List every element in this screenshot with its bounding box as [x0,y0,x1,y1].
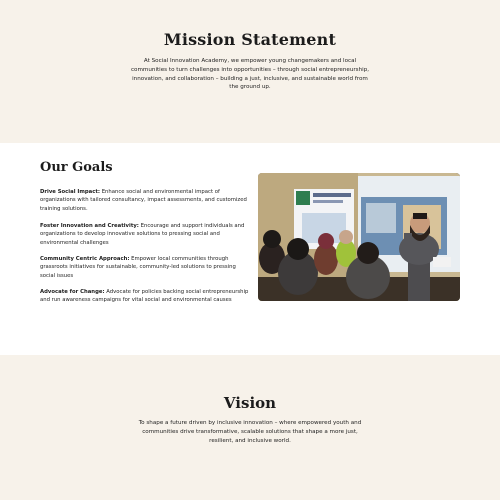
goal-text: Advocate for policies backing social entrepreneurship and run awareness campaigns for vital social and environmental causes [40,289,249,304]
goals-section [0,143,500,355]
goal-item-community-centric [40,255,250,280]
mission-section [0,0,500,143]
vision-title: Vision [223,394,277,412]
goal-item-drive-social-impact [40,188,250,213]
goal-heading: Community Centric Approach: [40,256,130,262]
goal-text: Enhance social and environmental impact of organizations with tailored consultancy, impact assessments, and customized training solutions. [40,189,247,212]
goal-item-foster-innovation [40,222,250,247]
mission-title: Mission Statement [163,30,337,49]
goal-heading: Drive Social Impact: [40,189,101,195]
goal-item-advocate-change [40,288,250,305]
training-session-photo-graphic [258,173,460,301]
goals-title: Our Goals [40,160,113,175]
goal-text: Empower local communities through grassroots initiatives for sustainable, community-led solutions to pressing social issues [40,256,236,279]
goal-heading: Advocate for Change: [40,289,105,295]
vision-body: To shape a future driven by inclusive innovation – where empowered youth and communities drive transformative, scalable solutions that shape a more just, resilient, and inclusive world. [138,420,362,444]
vision-section [0,355,500,500]
training-session-photo [258,173,460,301]
goal-text: Encourage and support individuals and organizations to develop innovative solutions to pressing social and environmental challenges [40,223,245,246]
mission-body: At Social Innovation Academy, we empower young changemakers and local communities to turn challenges into opportunities – through social entrepreneurship, innovation, and collaboration – building a just, inclusive, and sustainable world from the ground up. [130,58,370,91]
goal-heading: Foster Innovation and Creativity: [40,223,139,229]
